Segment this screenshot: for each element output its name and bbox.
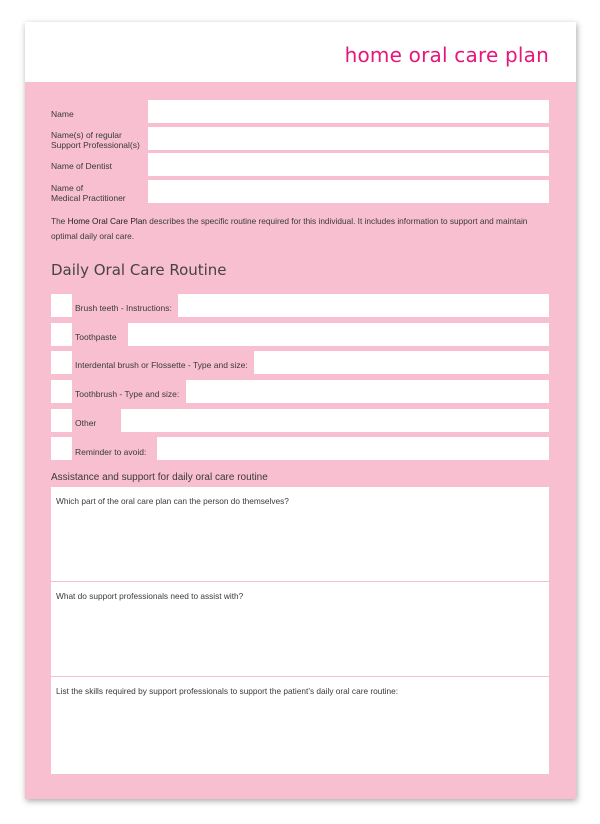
form-sheet — [25, 22, 576, 799]
skills-textarea[interactable] — [51, 677, 549, 774]
assist-with-question: What do support professionals need to assist with? — [56, 591, 244, 601]
other-label: Other — [75, 418, 97, 428]
self-care-question: Which part of the oral care plan can the person do themselves? — [56, 496, 289, 506]
name-field[interactable] — [148, 100, 549, 123]
practitioner-field[interactable] — [148, 180, 549, 203]
assistance-title: Assistance and support for daily oral care routine — [51, 472, 268, 483]
support-professionals-label-line1: Name(s) of regular — [51, 130, 122, 140]
support-professionals-field[interactable] — [148, 127, 549, 150]
reminder-label: Reminder to avoid: — [75, 447, 147, 457]
support-professionals-label-line2: Support Professional(s) — [51, 140, 140, 150]
intro-emphasis: Home Oral Care Plan — [67, 216, 147, 226]
dentist-field[interactable] — [148, 153, 549, 176]
intro-line1: describes the specific routine required for this individual. It includes information to support and maintain — [146, 216, 528, 226]
form-title: home oral care plan — [344, 43, 549, 67]
reminder-field[interactable] — [157, 437, 549, 460]
self-care-textarea[interactable] — [51, 487, 549, 581]
skills-question: List the skills required by support professionals to support the patient’s daily oral care routine: — [56, 686, 399, 696]
intro-line2: optimal daily oral care. — [51, 231, 135, 241]
assist-with-textarea[interactable] — [51, 582, 549, 676]
intro-prefix: The — [51, 216, 68, 226]
name-label: Name — [51, 109, 74, 119]
reminder-checkbox[interactable] — [51, 437, 72, 460]
header-bar — [25, 22, 576, 82]
practitioner-label-line1: Name of — [51, 183, 84, 193]
practitioner-label-line2: Medical Practitioner — [51, 193, 126, 203]
routine-title: Daily Oral Care Routine — [51, 261, 227, 279]
toothbrush-label: Toothbrush - Type and size: — [75, 389, 180, 399]
brush-teeth-checkbox[interactable] — [51, 294, 72, 317]
other-field[interactable] — [121, 409, 549, 432]
interdental-checkbox[interactable] — [51, 351, 72, 374]
interdental-label: Interdental brush or Flossette - Type and size: — [75, 360, 248, 370]
other-checkbox[interactable] — [51, 409, 72, 432]
toothbrush-field[interactable] — [186, 380, 549, 403]
dentist-label: Name of Dentist — [51, 161, 112, 171]
toothpaste-label: Toothpaste — [75, 332, 117, 342]
intro-paragraph — [51, 214, 556, 244]
toothpaste-checkbox[interactable] — [51, 323, 72, 346]
brush-teeth-field[interactable] — [178, 294, 549, 317]
toothbrush-checkbox[interactable] — [51, 380, 72, 403]
brush-teeth-label: Brush teeth - Instructions: — [75, 303, 172, 313]
toothpaste-field[interactable] — [128, 323, 549, 346]
interdental-field[interactable] — [254, 351, 549, 374]
